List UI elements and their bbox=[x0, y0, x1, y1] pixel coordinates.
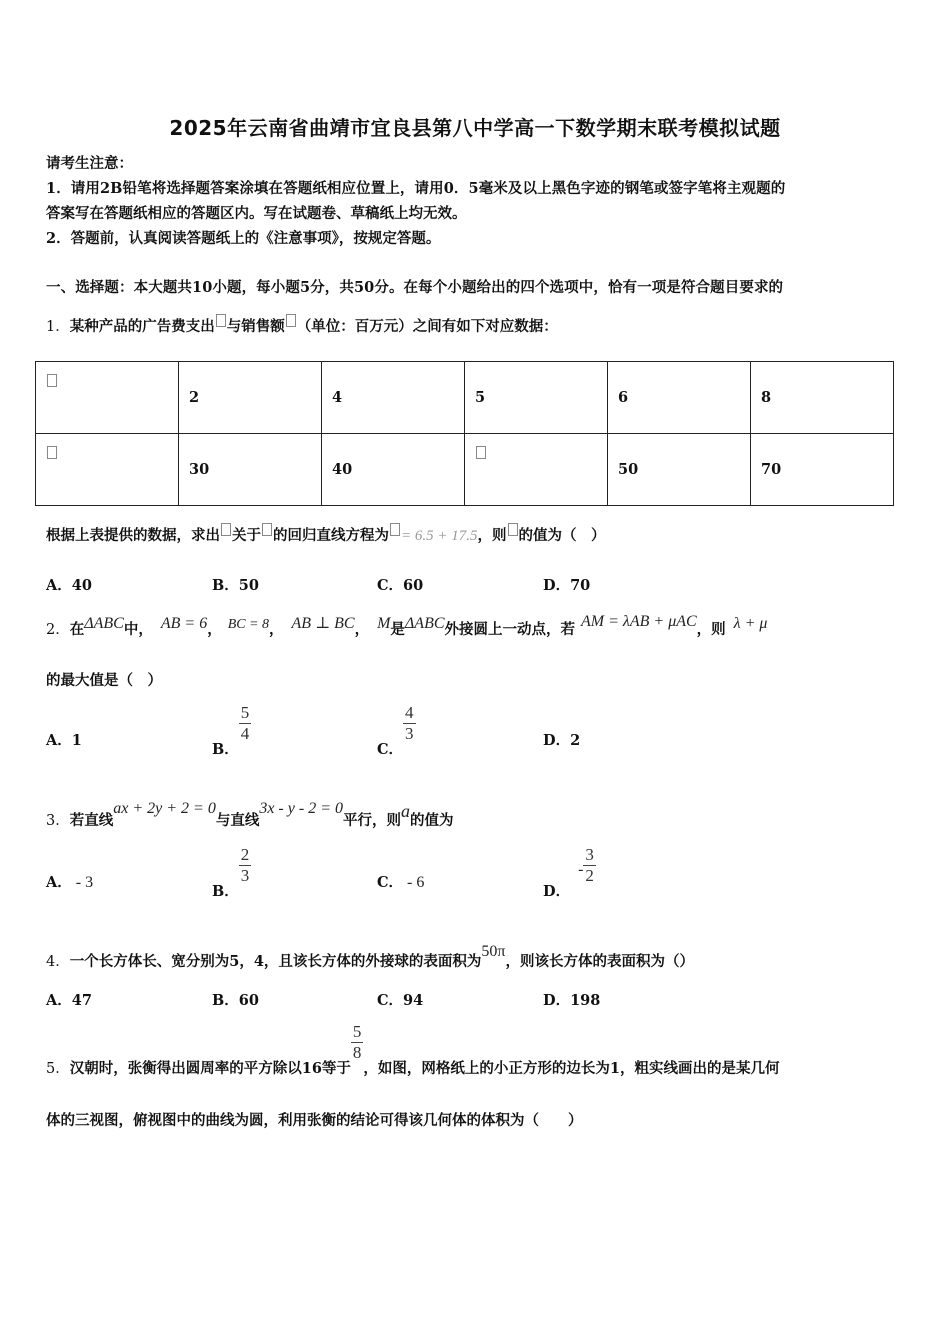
question-1-stem: 1．某种产品的广告费支出 与销售额 （单位：百万元）之间有如下对应数据： bbox=[46, 314, 558, 336]
missing-symbol-icon bbox=[221, 523, 231, 536]
option-b[interactable]: B．60 bbox=[212, 992, 259, 1009]
option-d[interactable]: D．198 bbox=[543, 992, 601, 1009]
question-2-stem: 2．在ΔABC中， AB = 6， BC = 8， AB ⊥ BC， M是ΔABC外接圆上一动点，若 AM = λAB + μAC，则 λ + μ bbox=[46, 613, 768, 638]
table-header-cell bbox=[36, 434, 179, 506]
question-number: 3． bbox=[46, 813, 70, 829]
fraction: $\frac{5}{4}$ bbox=[240, 703, 250, 743]
sphere-area: 50π bbox=[481, 943, 506, 960]
missing-symbol-icon bbox=[508, 523, 518, 536]
table-row bbox=[36, 434, 894, 506]
notice-line-1b: 答案写在答题纸相应的答题区内。写在试题卷、草稿纸上均无效。 bbox=[46, 205, 467, 222]
option-b[interactable]: B． $\frac{2}{3}$ bbox=[212, 845, 250, 900]
table-cell: 8 bbox=[751, 362, 894, 434]
option-a[interactable]: A．47 bbox=[46, 992, 92, 1009]
table-cell: 40 bbox=[322, 434, 465, 506]
table-header-cell bbox=[36, 362, 179, 434]
option-c[interactable]: C．94 bbox=[377, 992, 424, 1009]
option-c[interactable]: C． $\frac{4}{3}$ bbox=[377, 703, 414, 758]
fraction: $\frac{5}{8}$ bbox=[352, 1022, 362, 1062]
question-number: 5． bbox=[46, 1060, 70, 1077]
regression-equation: = 6.5 + 17.5 bbox=[401, 528, 478, 544]
table-row bbox=[36, 362, 894, 434]
table-cell: 30 bbox=[179, 434, 322, 506]
data-table bbox=[35, 361, 894, 506]
option-c[interactable]: C． - 6 bbox=[377, 874, 425, 891]
question-number: 1． bbox=[46, 319, 70, 335]
section-heading: 一、选择题：本大题共10小题，每小题5分，共50分。在每个小题给出的四个选项中，恰有一项是符合题目要求的 bbox=[46, 279, 784, 296]
missing-symbol-icon bbox=[286, 314, 296, 327]
question-4-stem: 4．一个长方体长、宽分别为5，4，且该长方体的外接球的表面积为50π，则该长方体的表面积为（） bbox=[46, 943, 694, 970]
table-cell: 4 bbox=[322, 362, 465, 434]
missing-symbol-icon bbox=[476, 446, 486, 459]
option-d[interactable]: D．70 bbox=[543, 577, 591, 594]
question-number: 4． bbox=[46, 954, 70, 970]
missing-symbol-icon bbox=[47, 446, 57, 459]
question-5-line-2: 体的三视图，俯视图中的曲线为圆，利用张衡的结论可得该几何体的体积为（ ） bbox=[46, 1112, 583, 1129]
page-title: 2025年云南省曲靖市宜良县第八中学高一下数学期末联考模拟试题 bbox=[169, 116, 781, 140]
notice-heading: 请考生注意： bbox=[46, 155, 133, 172]
notice-line-2: 2．答题前，认真阅读答题纸上的《注意事项》，按规定答题。 bbox=[46, 230, 441, 247]
option-c[interactable]: C．60 bbox=[377, 577, 424, 594]
question-3-stem: 3．若直线ax + 2y + 2 = 0与直线3x - y - 2 = 0平行，则a的值为 bbox=[46, 800, 454, 829]
option-b[interactable]: B．50 bbox=[212, 577, 259, 594]
table-cell: 6 bbox=[608, 362, 751, 434]
fraction: $\frac{2}{3}$ bbox=[240, 845, 250, 885]
table-cell: 2 bbox=[179, 362, 322, 434]
option-a[interactable]: A． - 3 bbox=[46, 874, 94, 891]
question-number: 2． bbox=[46, 622, 70, 638]
option-d[interactable]: D．- $\frac{3}{2}$ bbox=[543, 845, 594, 900]
fraction: $\frac{4}{3}$ bbox=[405, 703, 414, 743]
table-cell: 5 bbox=[465, 362, 608, 434]
missing-symbol-icon bbox=[216, 314, 226, 327]
fraction: $\frac{3}{2}$ bbox=[585, 845, 594, 885]
missing-symbol-icon bbox=[47, 374, 57, 387]
line-equation-1: ax + 2y + 2 = 0 bbox=[113, 800, 216, 817]
line-equation-2: 3x - y - 2 = 0 bbox=[259, 800, 343, 817]
option-a[interactable]: A．40 bbox=[46, 577, 92, 594]
option-b[interactable]: B． $\frac{5}{4}$ bbox=[212, 703, 250, 758]
table-cell: 70 bbox=[751, 434, 894, 506]
question-1-followup: 根据上表提供的数据，求出 关于 的回归直线方程为 = 6.5 + 17.5，则 的值为（ ） bbox=[46, 523, 606, 545]
vector-equation: AM = λAB + μAC bbox=[581, 613, 697, 630]
missing-symbol-icon bbox=[390, 523, 400, 536]
question-2-line-2: 的最大值是（ ） bbox=[46, 672, 162, 689]
notice-line-1: 1．请用2B铅笔将选择题答案涂填在答题纸相应位置上，请用0．5毫米及以上黑色字迹的钢笔或签字笔将主观题的 bbox=[46, 180, 786, 197]
table-cell: 50 bbox=[608, 434, 751, 506]
option-a[interactable]: A．1 bbox=[46, 732, 82, 749]
missing-symbol-icon bbox=[262, 523, 272, 536]
option-d[interactable]: D．2 bbox=[543, 732, 581, 749]
table-cell-missing bbox=[465, 434, 608, 506]
question-5-stem: 5．汉朝时，张衡得出圆周率的平方除以16等于 $\frac{5}{8}$ ，如图，网格纸上的小正方形的边长为1，粗实线画出的是某几何 bbox=[46, 1022, 780, 1077]
